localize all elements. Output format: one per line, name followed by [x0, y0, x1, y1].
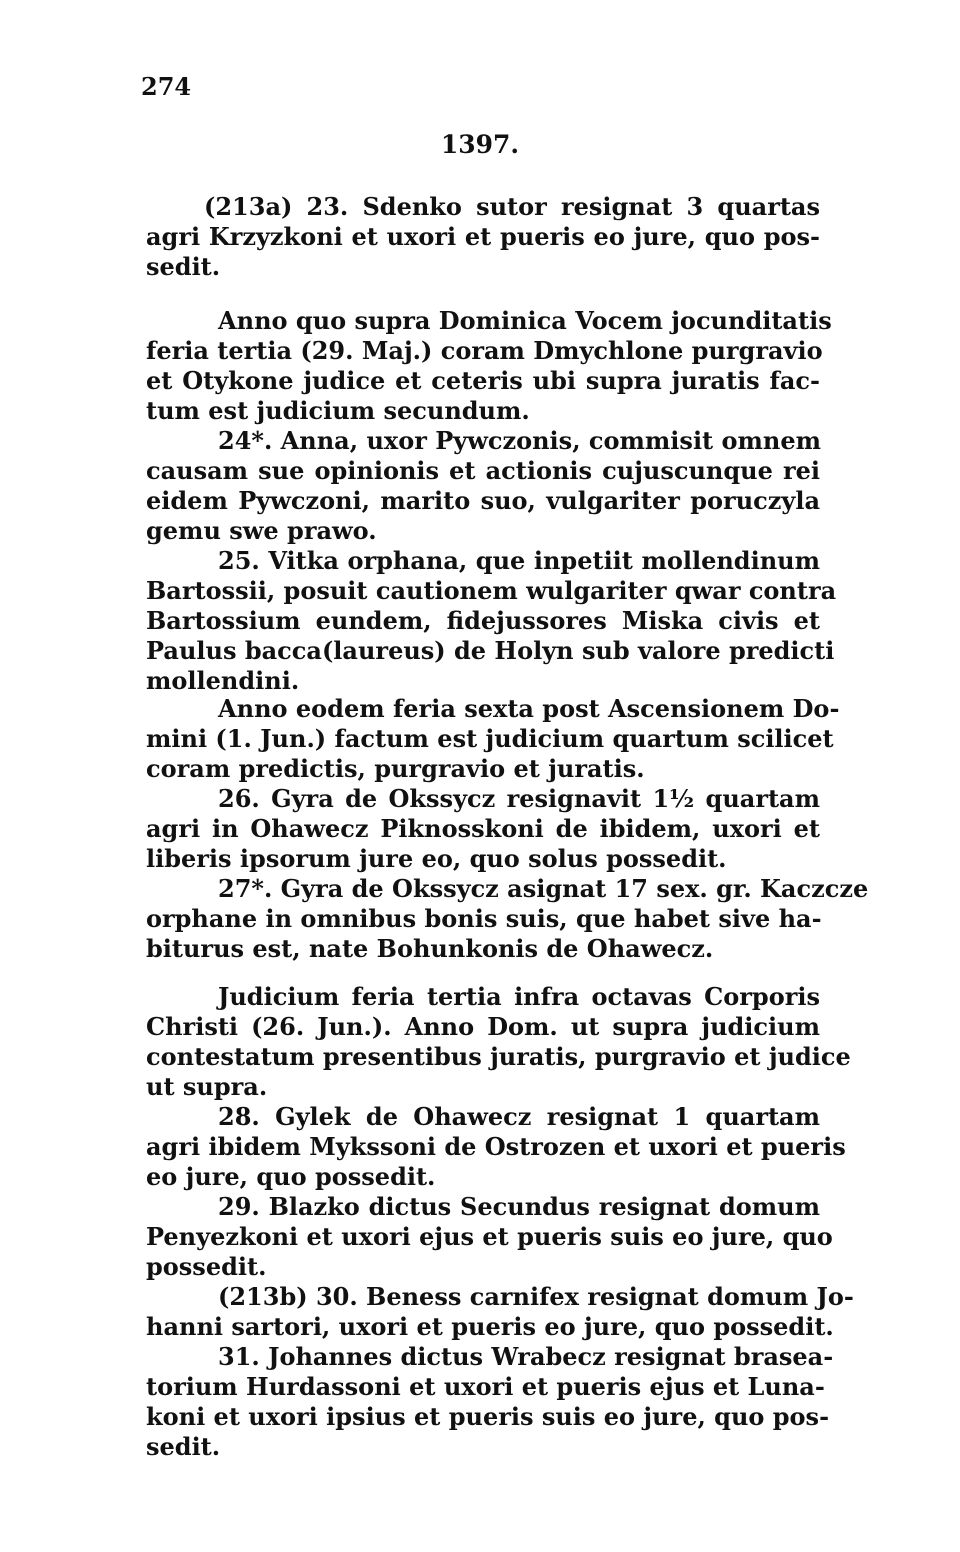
text-line: eidem Pywczoni, marito suo, vulgariter poruczyla: [146, 486, 820, 515]
text-line: causam sue opinionis et actionis cujuscunque rei: [146, 456, 820, 485]
text-line: (213a) 23. Sdenko sutor resignat 3 quartas: [204, 192, 820, 221]
page-heading-year: 1397.: [440, 130, 520, 159]
text-line: agri ibidem Mykssoni de Ostrozen et uxori et pueris: [146, 1132, 846, 1161]
text-line: ut supra.: [146, 1072, 268, 1101]
text-line: 27*. Gyra de Okssycz asignat 17 sex. gr. Kaczcze: [218, 874, 869, 903]
text-section: [146, 982, 854, 1462]
text-line: et Otykone judice et ceteris ubi supra juratis fac-: [146, 366, 820, 395]
text-line: tum est judicium secundum.: [146, 396, 530, 425]
text-line: 26. Gyra de Okssycz resignavit 1½ quartam: [218, 784, 820, 813]
text-line: mini (1. Jun.) factum est judicium quartum scilicet: [146, 724, 834, 753]
text-line: feria tertia (29. Maj.) coram Dmychlone purgravio: [146, 336, 823, 365]
text-line: possedit.: [146, 1252, 267, 1281]
text-line: Anno quo supra Dominica Vocem jocunditatis: [218, 306, 832, 335]
text-line: biturus est, nate Bohunkonis de Ohawecz.: [146, 934, 714, 963]
text-line: sedit.: [146, 252, 221, 281]
text-line: Anno eodem feria sexta post Ascensionem Do-: [218, 694, 840, 723]
text-line: agri Krzyzkoni et uxori et pueris eo jure, quo pos-: [146, 222, 820, 251]
text-line: hanni sartori, uxori et pueris eo jure, quo possedit.: [146, 1312, 834, 1341]
page-number: 274: [141, 72, 192, 101]
text-line: Christi (26. Jun.). Anno Dom. ut supra judicium: [146, 1012, 820, 1041]
text-line: (213b) 30. Beness carnifex resignat domum Jo-: [218, 1282, 854, 1311]
text-line: 29. Blazko dictus Secundus resignat domum: [218, 1192, 820, 1221]
text-line: koni et uxori ipsius et pueris suis eo jure, quo pos-: [146, 1402, 830, 1431]
text-line: mollendini.: [146, 666, 300, 695]
text-line: Judicium feria tertia infra octavas Corporis: [218, 982, 820, 1011]
text-line: Penyezkoni et uxori ejus et pueris suis eo jure, quo: [146, 1222, 833, 1251]
text-line: contestatum presentibus juratis, purgravio et judice: [146, 1042, 851, 1071]
text-line: coram predictis, purgravio et juratis.: [146, 754, 645, 783]
text-line: Bartossii, posuit cautionem wulgariter qwar contra: [146, 576, 837, 605]
text-line: Paulus bacca(laureus) de Holyn sub valore predicti: [146, 636, 835, 665]
text-line: orphane in omnibus bonis suis, que habet sive ha-: [146, 904, 822, 933]
text-section: [146, 192, 820, 282]
text-section: [146, 694, 869, 964]
text-line: Bartossium eundem, fidejussores Miska civis et: [146, 606, 820, 635]
text-line: 24*. Anna, uxor Pywczonis, commisit omnem: [218, 426, 822, 455]
text-line: agri in Ohawecz Piknosskoni de ibidem, uxori et: [146, 814, 820, 843]
text-line: 31. Johannes dictus Wrabecz resignat brasea-: [218, 1342, 834, 1371]
text-line: liberis ipsorum jure eo, quo solus possedit.: [146, 844, 727, 873]
text-line: gemu swe prawo.: [146, 516, 377, 545]
text-line: 25. Vitka orphana, que inpetiit mollendinum: [218, 546, 820, 575]
text-line: 28. Gylek de Ohawecz resignat 1 quartam: [218, 1102, 820, 1131]
text-line: sedit.: [146, 1432, 221, 1461]
text-section: [146, 306, 837, 696]
text-line: eo jure, quo possedit.: [146, 1162, 436, 1191]
text-line: torium Hurdassoni et uxori et pueris ejus et Luna-: [146, 1372, 825, 1401]
